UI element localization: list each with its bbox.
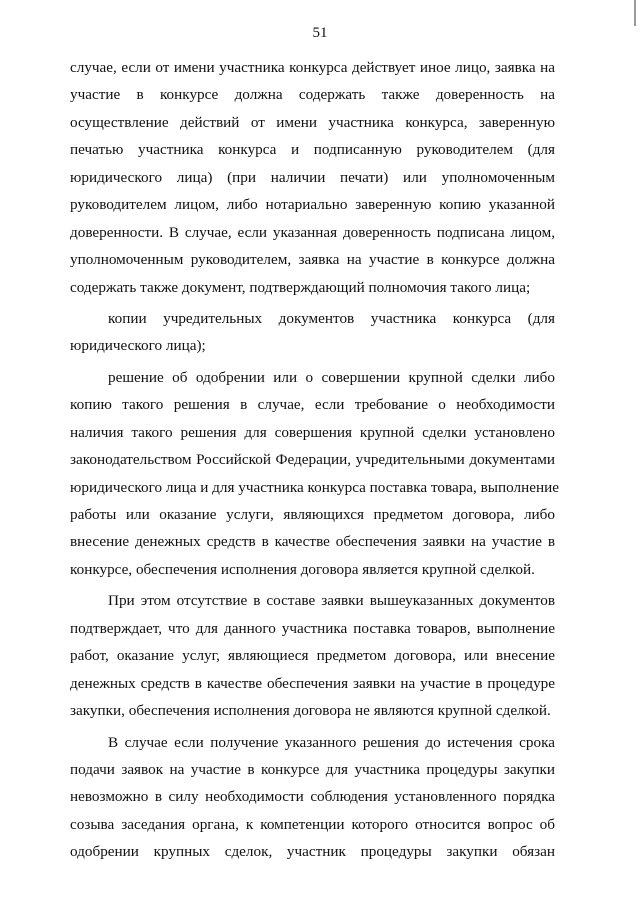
paragraph (70, 587, 555, 724)
text-line: законодательством Российской Федерации, учредительными документами (70, 451, 555, 469)
text-line: закупки, обеспечения исполнения договора не являются крупной сделкой. (70, 702, 551, 720)
text-line: участие в конкурсе должна содержать также доверенность на (70, 86, 555, 104)
text-line: доверенности. В случае, если указанная доверенность подписана лицом, (70, 223, 555, 241)
text-line: работ, оказание услуг, являющиеся предметом договора, или внесение (70, 647, 555, 665)
text-line: копию такого решения в случае, если требование о необходимости (70, 396, 555, 414)
text-line: юридического лица); (70, 337, 206, 355)
text-line: невозможно в силу необходимости соблюдения установленного порядка (70, 788, 555, 806)
text-line: решение об одобрении или о совершении крупной сделки либо (108, 368, 555, 386)
text-line: содержать также документ, подтверждающий полномочия такого лица; (70, 278, 531, 296)
text-line: копии учредительных документов участника конкурса (для (108, 309, 555, 327)
text-line: созыва заседания органа, к компетенции которого относится вопрос об (70, 815, 555, 833)
scan-edge-mark (634, 0, 636, 26)
text-line: При этом отсутствие в составе заявки вышеуказанных документов (108, 592, 555, 610)
text-line: печатью участника конкурса и подписанную руководителем (для (70, 141, 555, 159)
text-line: денежных средств в качестве обеспечения заявки на участие в процедуре (70, 674, 555, 692)
text-line: случае, если от имени участника конкурса действует иное лицо, заявка на (70, 59, 555, 76)
paragraph (70, 54, 555, 301)
page-number: 51 (312, 25, 328, 41)
text-line: В случае если получение указанного решения до истечения срока (108, 733, 555, 751)
text-line: руководителем лицом, либо нотариально заверенную копию указанной (70, 196, 555, 214)
text-line: одобрении крупных сделок, участник процедуры закупки обязан (70, 843, 555, 861)
text-line: конкурсе, обеспечения исполнения договора является крупной сделкой. (70, 560, 535, 578)
text-line: юридического лица и для участника конкурса поставка товара, выполнение (70, 478, 559, 496)
paragraph (70, 305, 555, 360)
text-line: подачи заявок на участие в конкурсе для участника процедуры закупки (70, 760, 555, 778)
text-line: внесение денежных средств в качестве обеспечения заявки на участие в (70, 533, 555, 551)
text-line: работы или оказание услуги, являющихся предметом договора, либо (70, 506, 555, 523)
text-line: юридического лица) (при наличии печати) или уполномоченным (70, 168, 555, 186)
text-line: наличия такого решения для совершения крупной сделки установлено (70, 423, 555, 441)
body-text (70, 54, 559, 866)
paragraph (70, 364, 559, 584)
text-line: уполномоченным руководителем, заявка на участие в конкурсе должна (70, 251, 555, 269)
paragraph (70, 729, 555, 866)
text-line: осуществление действий от имени участника конкурса, заверенную (70, 113, 555, 131)
text-line: подтверждает, что для данного участника поставка товаров, выполнение (70, 619, 555, 637)
